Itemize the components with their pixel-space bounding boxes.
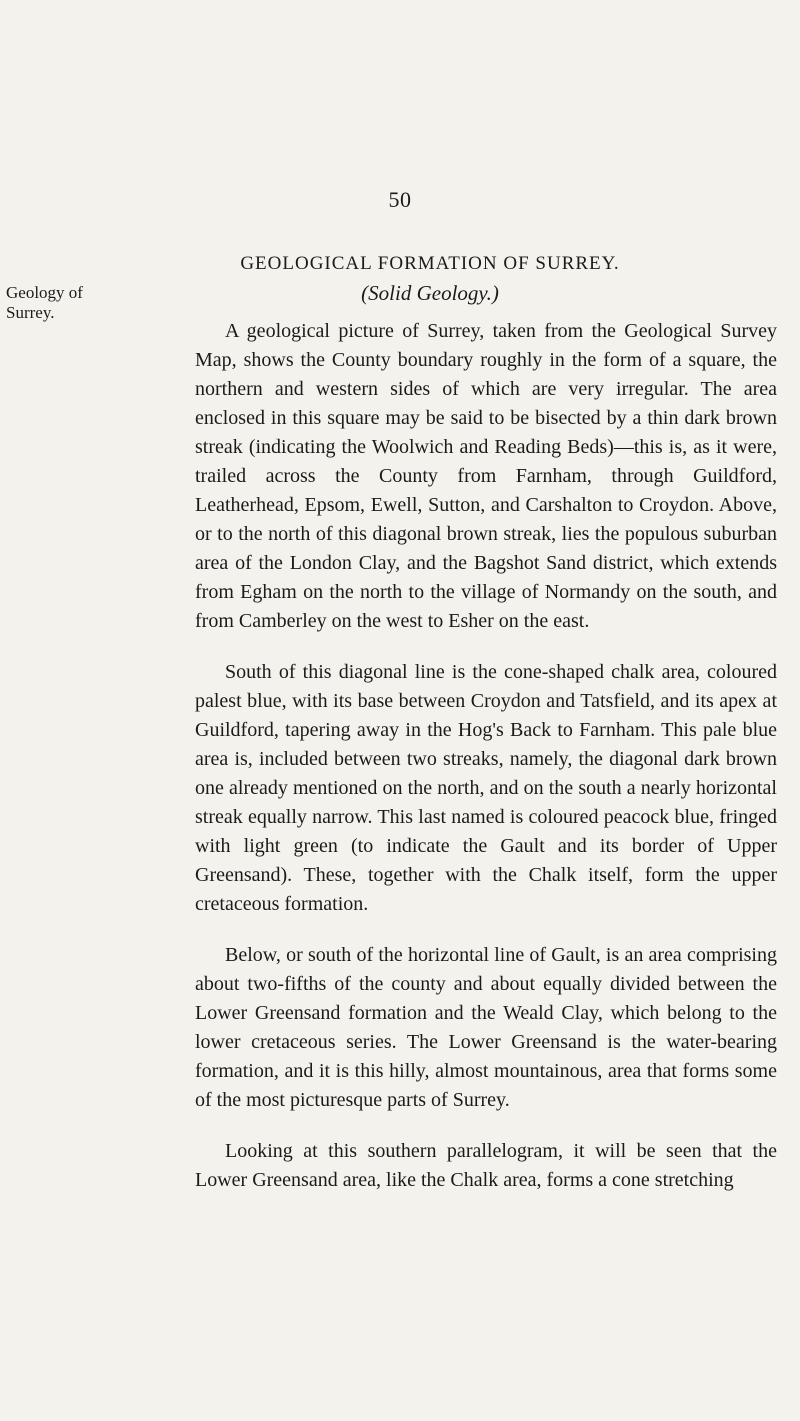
paragraph-4: Looking at this southern parallelogram, it will be seen that the Lower Greensand area, like the Chalk area, forms a cone stretching — [195, 1140, 777, 1191]
paragraph-1: A geological picture of Surrey, taken from the Geological Survey Map, shows the County boundary roughly in the form of a square, the northern and western sides of which are very irregular. The area enclosed in this square may be said to be bisected by a thin dark brown streak (indicating the Woolwich and Reading Beds)—this is, as it were, trailed across the County from Farnham, through Guildford, Leatherhead, Epsom, Ewell, Sutton, and Carshalton to Croydon. Above, or to the north of this diagonal brown streak, lies the populous suburban area of the London Clay, and the Bagshot Sand district, which extends from Egham on the north to the village of Normandy on the south, and from Camberley on the west to Esher on the east. — [195, 320, 777, 632]
section-subheading: (Solid Geology.) — [361, 281, 499, 305]
paragraph-2: South of this diagonal line is the cone-shaped chalk area, coloured palest blue, with its base between Croydon and Tatsfield, and its apex at Guildford, tapering away in the Hog's Back to Farnham. This pale blue area is, included between two streaks, namely, the diagonal dark brown one already mentioned on the north, and on the south a nearly horizontal streak equally narrow. This last named is coloured peacock blue, fringed with light green (to indicate the Gault and its border of Upper Greensand). These, together with the Chalk itself, form the upper cretaceous formation. — [195, 661, 777, 915]
margin-note: Geology of Surrey. — [6, 283, 83, 322]
paragraph-3: Below, or south of the horizontal line of Gault, is an area comprising about two-fifths of the county and about equally divided between the Lower Greensand formation and the Weald Clay, which belong to the lower cretaceous series. The Lower Greensand is the water-bearing formation, and it is this hilly, almost mountainous, area that forms some of the most picturesque parts of Surrey. — [195, 944, 777, 1111]
page-number: 50 — [388, 187, 412, 212]
section-heading: GEOLOGICAL FORMATION OF SURREY. — [240, 253, 620, 274]
body-text — [195, 317, 777, 1217]
